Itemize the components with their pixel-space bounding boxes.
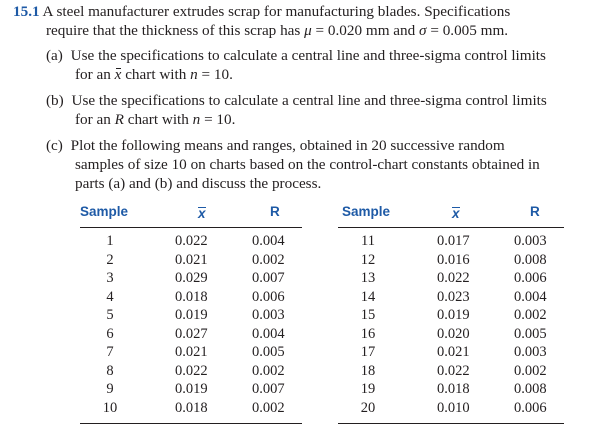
mu-symbol: μ [304,22,312,39]
part-c-text-1: Plot the following means and ranges, obtained in 20 successive random [70,137,505,154]
table-header-rule [80,227,302,228]
cell-sample: 19 [360,381,376,397]
header-sample: Sample [342,204,391,219]
cell-xbar: 0.019 [175,307,208,323]
cell-r: 0.005 [514,325,547,342]
part-c-text-2: samples of size 10 on charts based on the control-chart constants obtained in [75,156,540,173]
header-r: R [530,204,540,219]
cell-xbar: 0.021 [437,344,470,360]
problem-line-2 [46,22,508,40]
cell-sample: 12 [360,251,376,268]
cell-sample: 14 [360,288,376,305]
cell-r: 0.006 [252,288,285,305]
problem-text-2-mid2: = 0.005 mm. [426,22,509,39]
part-b-label: (b) [46,92,64,109]
header-sample: Sample [80,204,129,219]
header-xbar: x [198,206,206,221]
table-row [80,232,302,251]
part-a-text-1: Use the specifications to calculate a central line and three-sigma control limits [70,47,546,64]
cell-r: 0.008 [514,381,547,397]
table-row [80,380,302,399]
cell-xbar: 0.020 [437,325,470,342]
cell-sample: 3 [106,270,114,286]
table-row [80,288,302,307]
cell-sample: 7 [106,344,114,360]
cell-sample: 10 [102,399,118,416]
cell-sample: 9 [106,381,114,397]
cell-sample: 15 [360,307,376,323]
table-bottom-rule [338,423,564,424]
cell-r: 0.002 [252,399,285,416]
part-a-line-2 [75,66,233,84]
table-row [342,380,564,399]
table-row [342,288,564,307]
table-row [80,269,302,288]
part-c-line-1 [46,137,505,155]
cell-xbar: 0.023 [437,288,470,305]
part-a-text-2-pre: for an [75,66,115,83]
part-c-label: (c) [46,137,63,154]
cell-sample: 4 [106,288,114,305]
part-c-line-2 [75,156,540,174]
cell-xbar: 0.022 [437,362,470,379]
cell-sample: 17 [360,344,376,360]
cell-sample: 11 [361,233,375,249]
cell-xbar: 0.021 [175,344,208,360]
cell-sample: 1 [106,233,114,249]
xbar-symbol: x [114,66,122,83]
cell-sample: 16 [360,325,376,342]
table-row [342,362,564,381]
cell-xbar: 0.029 [175,270,208,286]
cell-sample: 18 [360,362,376,379]
cell-xbar: 0.022 [437,270,470,286]
part-b-text-2-post: = 10. [200,111,236,128]
table-row [342,251,564,270]
cell-r: 0.003 [514,344,547,360]
table-row [80,251,302,270]
table-row [80,362,302,381]
cell-xbar: 0.018 [175,399,208,416]
part-b-line-1 [46,92,547,110]
cell-r: 0.006 [514,399,547,416]
table-row [342,306,564,325]
cell-r: 0.002 [252,362,285,379]
part-b-text-2-pre: for an [75,111,115,128]
cell-r: 0.007 [252,381,285,397]
n-symbol: n [192,111,201,128]
table-bottom-rule [80,423,302,424]
cell-xbar: 0.016 [437,251,470,268]
cell-xbar: 0.021 [175,251,208,268]
part-b-text-1: Use the specifications to calculate a central line and three-sigma control limits [71,92,547,109]
table-row [342,343,564,362]
table-body-right [342,232,564,417]
cell-r: 0.005 [252,344,285,360]
cell-xbar: 0.027 [175,325,208,342]
part-b-text-2-mid: chart with [123,111,193,128]
table-row [80,325,302,344]
table-row [342,325,564,344]
cell-r: 0.003 [514,233,547,249]
cell-xbar: 0.018 [437,381,470,397]
header-xbar: x [452,206,460,221]
cell-xbar: 0.018 [175,288,208,305]
part-a-text-2-mid: chart with [121,66,191,83]
part-c-text-3: parts (a) and (b) and discuss the process. [75,175,322,192]
problem-text-2-mid1: = 0.020 mm and [311,22,420,39]
cell-sample: 2 [106,251,114,268]
table-header-rule [338,227,564,228]
cell-xbar: 0.019 [175,381,208,397]
cell-sample: 13 [360,270,376,286]
cell-r: 0.002 [252,251,285,268]
problem-text-2-pre: require that the thickness of this scrap has [46,22,305,39]
cell-xbar: 0.022 [175,362,208,379]
cell-r: 0.004 [252,325,285,342]
cell-sample: 20 [360,399,376,416]
cell-sample: 6 [106,325,114,342]
part-c-line-3 [75,175,321,193]
n-symbol: n [190,66,198,83]
table-row [80,343,302,362]
table-row [342,232,564,251]
table-row [80,306,302,325]
cell-r: 0.003 [252,307,285,323]
problem-line-1 [13,3,510,21]
table-row [342,269,564,288]
cell-r: 0.004 [252,233,285,249]
table-body-left [80,232,302,417]
cell-r: 0.007 [252,270,285,286]
part-a-text-2-post: = 10. [197,66,233,83]
part-a-label: (a) [46,47,63,64]
sigma-symbol: σ [419,22,427,39]
cell-xbar: 0.010 [437,399,470,416]
cell-r: 0.002 [514,362,547,379]
r-symbol: R [114,111,124,128]
part-a-line-1 [46,47,546,65]
header-r: R [270,204,280,219]
cell-sample: 8 [106,362,114,379]
part-b-line-2 [75,111,235,129]
table-row [342,399,564,418]
cell-r: 0.008 [514,251,547,268]
problem-text-1: A steel manufacturer extrudes scrap for manufacturing blades. Specifications [42,3,511,20]
cell-r: 0.002 [514,307,547,323]
problem-number: 15.1 [13,3,40,20]
cell-xbar: 0.017 [437,233,470,249]
cell-xbar: 0.022 [175,233,208,249]
cell-r: 0.004 [514,288,547,305]
cell-xbar: 0.019 [437,307,470,323]
table-row [80,399,302,418]
cell-sample: 5 [106,307,114,323]
cell-r: 0.006 [514,270,547,286]
